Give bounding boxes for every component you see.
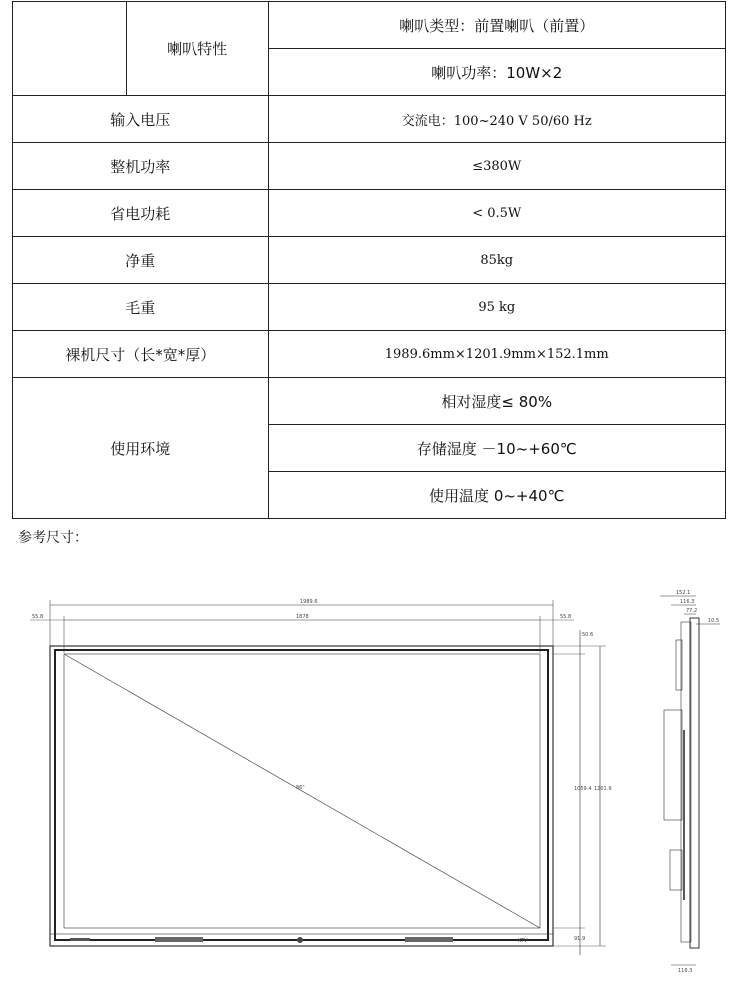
spec-cell-empty bbox=[13, 2, 127, 96]
dim-overall-height: 1201.9 bbox=[594, 786, 612, 792]
size-label: 裸机尺寸（长*宽*厚） bbox=[13, 331, 269, 378]
spec-row-speaker-type bbox=[13, 2, 726, 49]
dim-side-offset: 10.5 bbox=[708, 618, 720, 624]
front-diagonal bbox=[64, 654, 540, 928]
dim-side-mount: 77.2 bbox=[686, 608, 698, 614]
operating-temp-value: 使用温度 0~+40℃ bbox=[268, 472, 726, 519]
input-voltage-label: 输入电压 bbox=[13, 96, 269, 143]
side-view bbox=[660, 596, 720, 965]
front-logo-text: KTV bbox=[518, 938, 528, 944]
power-value: ≤380W bbox=[268, 143, 726, 190]
spec-row-size bbox=[13, 331, 726, 378]
dim-side-depth2: 116.3 bbox=[680, 599, 695, 605]
spec-row-gross-weight bbox=[13, 284, 726, 331]
dim-diagonal: 86" bbox=[296, 785, 305, 791]
side-dimension-labels bbox=[676, 590, 719, 974]
dim-active-height: 1059.4 bbox=[574, 786, 592, 792]
speaker-grille-right bbox=[405, 937, 453, 942]
dimension-drawing bbox=[0, 560, 740, 983]
dim-top-bezel: 50.6 bbox=[582, 632, 594, 638]
spec-row-standby bbox=[13, 190, 726, 237]
standby-value: < 0.5W bbox=[268, 190, 726, 237]
power-label: 整机功率 bbox=[13, 143, 269, 190]
spec-row-input-voltage bbox=[13, 96, 726, 143]
front-outer-frame bbox=[50, 646, 553, 946]
reference-size-caption: 参考尺寸： bbox=[18, 530, 88, 546]
spec-row-net-weight bbox=[13, 237, 726, 284]
front-view bbox=[30, 600, 606, 955]
dim-overall-width: 1989.6 bbox=[300, 599, 318, 605]
size-value: 1989.6mm×1201.9mm×152.1mm bbox=[268, 331, 726, 378]
spec-row-humidity bbox=[13, 378, 726, 425]
gross-weight-label: 毛重 bbox=[13, 284, 269, 331]
dim-side-depth: 152.1 bbox=[676, 590, 691, 596]
humidity-value: 相对湿度≤ 80% bbox=[268, 378, 726, 425]
dim-left-margin: 55.8 bbox=[32, 614, 44, 620]
standby-label: 省电功耗 bbox=[13, 190, 269, 237]
speaker-type-value: 喇叭类型：前置喇叭（前置） bbox=[268, 2, 726, 49]
spec-table bbox=[12, 1, 726, 519]
power-button-icon bbox=[297, 937, 303, 943]
input-voltage-value: 交流电：100~240 V 50/60 Hz bbox=[268, 96, 726, 143]
storage-temp-value: 存储湿度 －10~+60℃ bbox=[268, 425, 726, 472]
speaker-grille-left bbox=[155, 937, 203, 942]
spec-row-power bbox=[13, 143, 726, 190]
dim-active-width: 1878 bbox=[296, 614, 309, 620]
gross-weight-value: 95 kg bbox=[268, 284, 726, 331]
dim-side-bottom: 116.3 bbox=[678, 968, 693, 974]
front-bezel bbox=[55, 650, 548, 940]
speaker-label: 喇叭特性 bbox=[126, 2, 268, 96]
dim-bottom-bezel: 91.9 bbox=[574, 936, 586, 942]
net-weight-label: 净重 bbox=[13, 237, 269, 284]
speaker-power-value: 喇叭功率：10W×2 bbox=[268, 49, 726, 96]
dim-right-margin: 55.8 bbox=[560, 614, 572, 620]
env-label: 使用环境 bbox=[13, 378, 269, 519]
net-weight-value: 85kg bbox=[268, 237, 726, 284]
